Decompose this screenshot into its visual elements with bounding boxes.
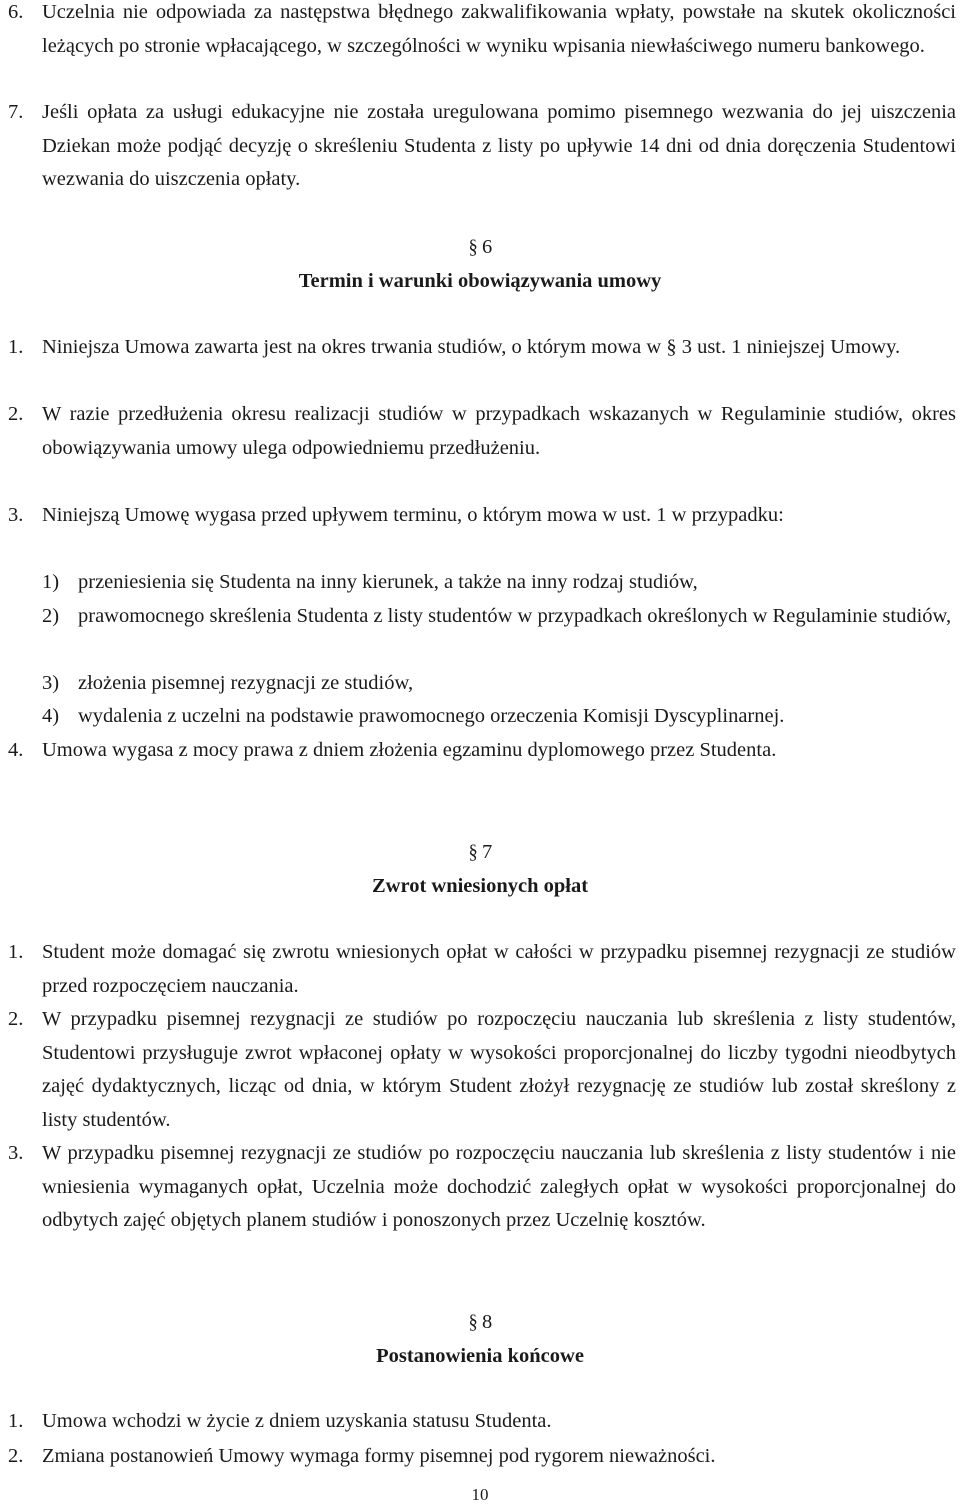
section-number: 7 <box>482 841 493 863</box>
item-text: Umowa wchodzi w życie z dniem uzyskania statusu Studenta. <box>42 1410 552 1432</box>
section-number: 8 <box>482 1311 493 1333</box>
list-item <box>8 1440 956 1474</box>
item-number: 1. <box>8 1410 24 1432</box>
item-text: Umowa wygasa z mocy prawa z dniem złożenia egzaminu dyplomowego przez Studenta. <box>42 739 777 761</box>
item-number: 2. <box>8 1445 24 1467</box>
item-number: 4. <box>8 739 24 761</box>
list-item <box>8 398 956 465</box>
list-item <box>8 1405 956 1439</box>
list-item <box>8 499 956 533</box>
sub-list-item <box>42 600 956 634</box>
page-number: 10 <box>471 1485 489 1504</box>
section-8-title: Postanowienia końcowe <box>376 1345 584 1367</box>
section-8-heading-number <box>0 1307 960 1337</box>
list-item <box>8 1137 956 1238</box>
item-number: 6. <box>8 1 24 23</box>
item-number: 7. <box>8 101 24 123</box>
item-text: W razie przedłużenia okresu realizacji studiów w przypadkach wskazanych w Regulaminie studiów, okres obowiązywania umowy ulega odpowiedniemu przedłużeniu. <box>42 403 956 459</box>
item-number: 3. <box>8 504 24 526</box>
list-item <box>8 936 956 1003</box>
item-number: 2. <box>8 403 24 425</box>
list-item <box>8 331 956 365</box>
item-number: 1. <box>8 941 24 963</box>
section-number: 6 <box>482 236 493 258</box>
list-item <box>8 734 956 768</box>
item-text: W przypadku pisemnej rezygnacji ze studiów po rozpoczęciu nauczania lub skreślenia z listy studentów i nie wniesienia wymaganych opłat, Uczelnia może dochodzić zaległych opłat w wysokości proporcjonalnej do odbytych zajęć objętych planem studiów i ponoszonych przez Uczelnię kosztów. <box>42 1142 956 1231</box>
section-symbol: § <box>468 1311 478 1333</box>
section-symbol: § <box>468 841 478 863</box>
item-text: Uczelnia nie odpowiada za następstwa błędnego zakwalifikowania wpłaty, powstałe na skutek okoliczności leżących po stronie wpłacającego, w szczególności w wyniku wpisania niewłaściwego numeru bankowego. <box>42 1 956 57</box>
sub-item-text: przeniesienia się Studenta na inny kierunek, a także na inny rodzaj studiów, <box>78 571 698 593</box>
item-text: Niniejsza Umowa zawarta jest na okres trwania studiów, o którym mowa w § 3 ust. 1 niniejszej Umowy. <box>42 336 901 358</box>
sub-list-item <box>42 700 956 734</box>
item-number: 3. <box>8 1142 24 1164</box>
sub-item-number: 2) <box>42 605 60 627</box>
item-text: Jeśli opłata za usługi edukacyjne nie została uregulowana pomimo pisemnego wezwania do jej uiszczenia Dziekan może podjąć decyzję o skreśleniu Studenta z listy po upływie 14 dni od dnia doręczenia Studentowi wezwania do uiszczenia opłaty. <box>42 101 956 190</box>
section-6-heading-number <box>0 232 960 262</box>
list-item <box>8 96 956 197</box>
sub-item-text: wydalenia z uczelni na podstawie prawomocnego orzeczenia Komisji Dyscyplinarnej. <box>78 705 785 727</box>
section-symbol: § <box>468 236 478 258</box>
section-7-heading-number <box>0 837 960 867</box>
item-text: W przypadku pisemnej rezygnacji ze studiów po rozpoczęciu nauczania lub skreślenia z listy studentów, Studentowi przysługuje zwrot wpłaconej opłaty w wysokości proporcjonalnej do liczby tygodni nieodbytych zajęć dydaktycznych, licząc od dnia, w którym Student złożył rezygnację ze studiów lub został skreślony z listy studentów. <box>42 1008 956 1131</box>
section-6-title: Termin i warunki obowiązywania umowy <box>298 270 662 292</box>
item-text: Zmiana postanowień Umowy wymaga formy pisemnej pod rygorem nieważności. <box>42 1445 716 1467</box>
list-item <box>8 1003 956 1137</box>
sub-list-item <box>42 566 956 600</box>
sub-item-number: 4) <box>42 705 60 727</box>
sub-item-text: prawomocnego skreślenia Studenta z listy studentów w przypadkach określonych w Regulaminie studiów, <box>78 605 952 627</box>
list-item <box>8 0 956 63</box>
sub-list-item <box>42 667 956 701</box>
section-7-title: Zwrot wniesionych opłat <box>371 875 589 897</box>
sub-item-text: złożenia pisemnej rezygnacji ze studiów, <box>78 672 414 694</box>
sub-item-number: 3) <box>42 672 60 694</box>
item-number: 1. <box>8 336 24 358</box>
item-text: Niniejszą Umowę wygasa przed upływem terminu, o którym mowa w ust. 1 w przypadku: <box>42 504 784 526</box>
sub-item-number: 1) <box>42 571 60 593</box>
item-number: 2. <box>8 1008 24 1030</box>
item-text: Student może domagać się zwrotu wniesionych opłat w całości w przypadku pisemnej rezygnacji ze studiów przed rozpoczęciem nauczania. <box>42 941 956 997</box>
